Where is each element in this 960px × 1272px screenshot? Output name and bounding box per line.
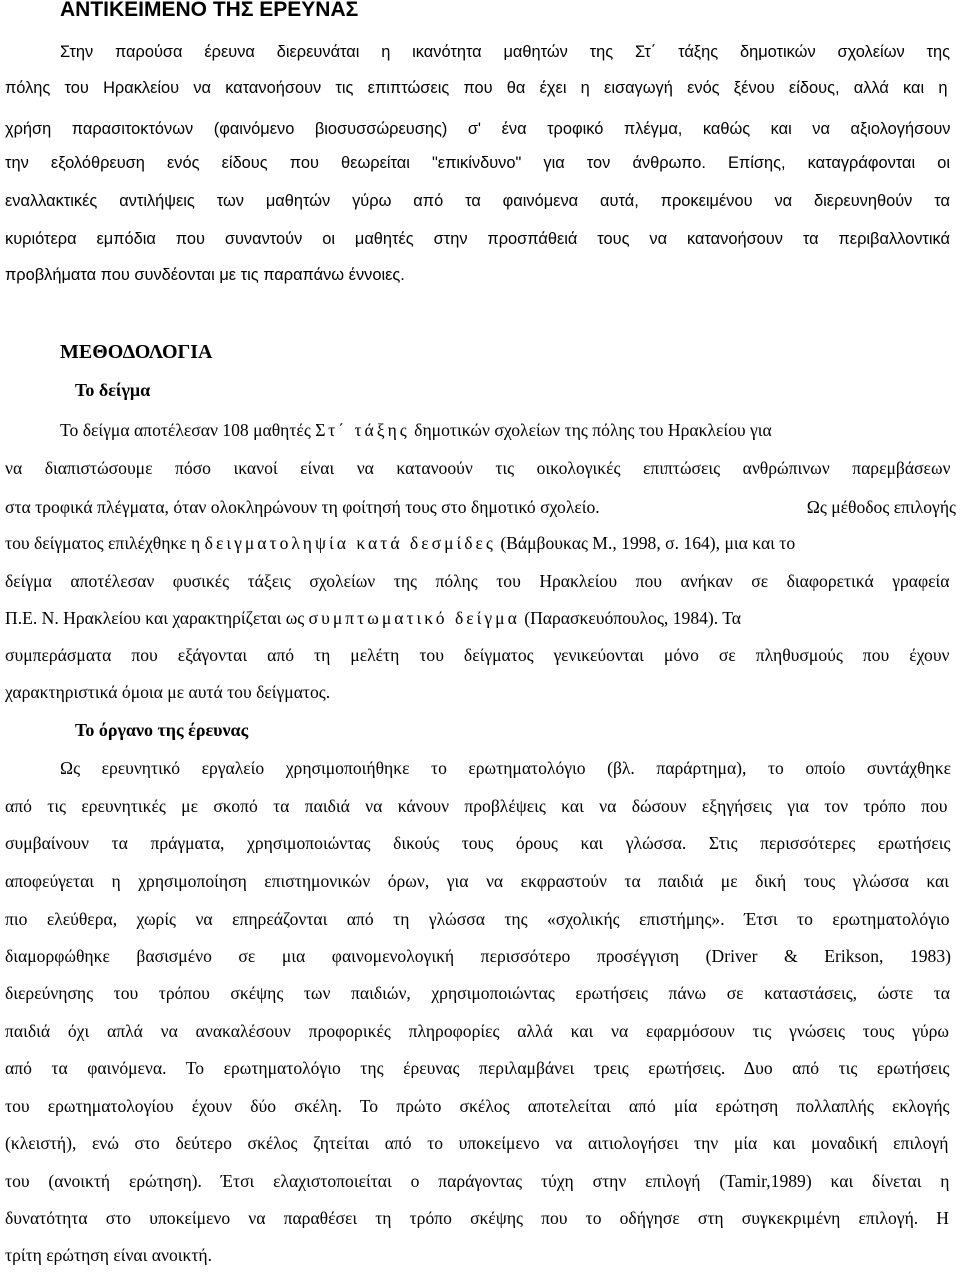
text-line: αποφεύγεται η χρησιμοποίηση επιστημονικών όρων, για να εκφραστούν τα παιδιά με δική τους γλώσσα και: [5, 871, 949, 891]
text-line: Το δείγμα αποτέλεσαν 108 μαθητές Στ΄ τάξης δημοτικών σχολείων της πόλης του Ηρακλείου για: [60, 420, 772, 440]
subheading-instrument: Το όργανο της έρευνας: [75, 720, 249, 740]
text-line: από τα φαινόμενα. Το ερωτηματολόγιο της έρευνας περιλαμβάνει τρεις ερωτήσεις. Δυο από τις ερωτήσεις: [5, 1058, 950, 1078]
text-line: να διαπιστώσουμε πόσο ικανοί είναι να κατανοούν τις οικολογικές επιπτώσεις ανθρώπινων παρεμβάσεων: [5, 458, 951, 478]
text-line: παιδιά όχι απλά να ανακαλέσουν προφορικές πληροφορίες αλλά και να εφαρμόσουν τις γνώσεις τους γύρω: [5, 1021, 949, 1041]
text-line: διαμορφώθηκε βασισμένο σε μια φαινομενολογική περισσότερο προσέγγιση (Driver & Erikson, 1983): [5, 946, 951, 966]
text-line: δείγμα αποτέλεσαν φυσικές τάξεις σχολείων της πόλης του Ηρακλείου που ανήκαν σε διαφορετικά γραφεία: [5, 571, 950, 591]
text-line: Στην παρούσα έρευνα διερευνάται η ικανότητα μαθητών της Στ΄ τάξης δημοτικών σχολείων της: [60, 43, 950, 61]
text-line: του ερωτηματολογίου έχουν δύο σκέλη. Το πρώτο σκέλος αποτελείται από μία ερώτηση πολλαπλής εκλογής: [5, 1096, 950, 1116]
subheading-sample: Το δείγμα: [75, 380, 151, 400]
text-line: διερεύνησης του τρόπου σκέψης των παιδιών, χρησιμοποιώντας ερωτήσεις πάνω σε καταστάσεις, ώστε τα: [5, 983, 950, 1003]
text-line: στα τροφικά πλέγματα, όταν ολοκληρώνουν τη φοίτησή τους στο δημοτικό σχολείο. Ως μέθοδος επιλογής: [5, 497, 956, 517]
heading-research-object: ΑΝΤΙΚΕΙΜΕΝΟ ΤΗΣ ΕΡΕΥΝΑΣ: [60, 0, 359, 21]
text-line: πιο ελεύθερα, χωρίς να επηρεάζονται από τη γλώσσα της «σχολικής επιστήμης». Έτσι το ερωτηματολόγιο: [5, 909, 950, 929]
text-line: χρήση παρασιτοκτόνων (φαινόμενο βιοσυσσώρευσης) σ' ένα τροφικό πλέγμα, καθώς και να αξιολογήσουν: [5, 120, 951, 138]
heading-methodology: ΜΕΘΟΔΟΛΟΓΙΑ: [60, 341, 213, 363]
text-line: χαρακτηριστικά όμοια με αυτά του δείγματος.: [5, 682, 331, 702]
text-line: εναλλακτικές αντιλήψεις των μαθητών γύρω από τα φαινόμενα αυτά, προκειμένου να διερευνηθούν τα: [5, 192, 950, 210]
text-line: την εξολόθρευση ενός είδους που θεωρείται "επικίνδυνο" για τον άνθρωπο. Επίσης, καταγράφονται οι: [5, 154, 950, 172]
text-line: από τις ερευνητικές με σκοπό τα παιδιά να κάνουν προβλέψεις και να δώσουν εξηγήσεις για τον τρόπο που: [5, 796, 948, 816]
text-line: συμβαίνουν τα πράγματα, χρησιμοποιώντας δικούς τους όρους και γλώσσα. Στις περισσότερες ερωτήσεις: [5, 833, 951, 853]
text-line: (κλειστή), ενώ στο δεύτερο σκέλος ζητείται από το υποκείμενο να αιτιολογήσει την μία και μοναδική επιλογή: [5, 1133, 949, 1153]
text-line: Ως ερευνητικό εργαλείο χρησιμοποιήθηκε το ερωτηματολόγιο (βλ. παράρτημα), το οποίο συντάχθηκε: [60, 758, 951, 778]
text-line: συμπεράσματα που εξάγονται από τη μελέτη του δείγματος γενικεύονται μόνο σε πληθυσμούς που έχουν: [5, 645, 950, 665]
text-line: πόλης του Ηρακλείου να κατανοήσουν τις επιπτώσεις που θα έχει η εισαγωγή ενός ξένου είδους, αλλά και η: [5, 79, 948, 97]
text-line: του δείγματος επιλέχθηκε η δειγματοληψία κατά δεσμίδες (Βάμβουκας Μ., 1998, σ. 164), μια και το: [5, 533, 796, 553]
text-line: τρίτη ερώτηση είναι ανοικτή.: [5, 1245, 213, 1265]
text-line: Π.Ε. Ν. Ηρακλείου και χαρακτηρίζεται ως συμπτωματικό δείγμα (Παρασκευόπουλος, 1984). Τα: [5, 608, 742, 628]
text-line: προβλήματα που συνδέονται με τις παραπάνω έννοιες.: [5, 266, 405, 284]
text-line: δυνατότητα στο υποκείμενο να παραθέσει τη τρόπο σκέψης που το οδήγησε στη συγκεκριμένη επιλογή. Η: [5, 1208, 949, 1228]
text-line: κυριότερα εμπόδια που συναντούν οι μαθητές στην προσπάθειά τους να κατανοήσουν τα περιβαλλοντικά: [5, 230, 950, 248]
text-line: του (ανοικτή ερώτηση). Έτσι ελαχιστοποιείται ο παράγοντας τύχη στην επιλογή (Tamir,1989) και δίνεται η: [5, 1171, 950, 1191]
